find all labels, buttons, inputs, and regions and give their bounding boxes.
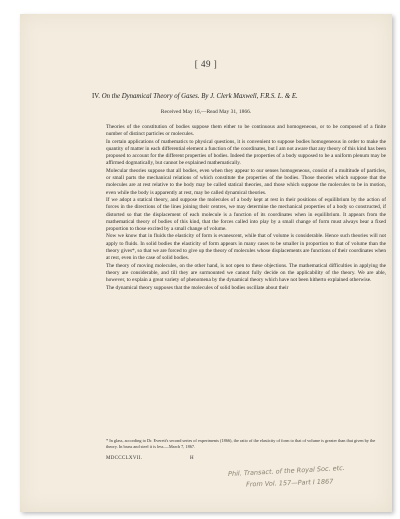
- body-text: [106, 124, 386, 292]
- title-text: On the Dynamical Theory of Gases.: [101, 93, 200, 100]
- paragraph: Theories of the constitution of bodies suppose them either to be continuous and homogeneous, or to be composed of a finite number of distinct particles or molecules.: [106, 124, 386, 138]
- paragraph: The theory of moving molecules, on the other hand, is not open to these objections. The mathematical difficulties in applying the theory are considerable, and till they are surmounted we cannot fully decide on the applicability of the theory. We are able, however, to explain a great variety of phenomena by the dynamical theory which have not been hitherto explained otherwise.: [106, 262, 386, 284]
- title-section-number: IV.: [92, 93, 100, 100]
- paper-page: [20, 14, 392, 512]
- paragraph: Molecular theories suppose that all bodies, even when they appear to our senses homogeneous, consist of a multitude of particles, or small parts the mechanical relations of which constitute the properties of the bodies. Those theories which suppose that the molecules are at rest relative to the body may be called statical theories, and those which suppose the molecules to be in motion, even while the body is apparently at rest, may be called dynamical theories.: [106, 167, 386, 196]
- handwritten-note-year: 1867: [316, 477, 334, 487]
- paragraph: Now we know that in fluids the elasticity of form is evanescent, while that of volume is considerable. Hence such theories will not apply to fluids. In solid bodies the elasticity of form appears in many cases to be smaller in proportion to that of volume than the theory gives*, so that we are forced to give up the theory of molecules whose displacements are functions of their coordinates when at rest, even in the case of solid bodies.: [106, 233, 386, 262]
- footnote: * In glass, according to Dr. Everett's second series of experiments (1866), the ratio of the elasticity of form to that of volume is greater than that given by the theory. In brass and steel it is less.—March 7, 1867.: [106, 438, 376, 449]
- paragraph: In certain applications of mathematics to physical questions, it is convenient to suppose bodies homogeneous in order to make the quantity of matter in each differential element a function of the coordinates, but I am not aware that any theory of this kind has been proposed to account for the different properties of bodies. Indeed the properties of a body supposed to be a uniform plenum may be affirmed dogmatically, but cannot be explained mathematically.: [106, 138, 386, 167]
- handwritten-note-volume: From Vol. 157—Part I: [245, 478, 315, 489]
- handwritten-note: [246, 477, 334, 488]
- paragraph: The dynamical theory supposes that the molecules of solid bodies oscillate about their: [106, 284, 289, 291]
- paragraph: If we adopt a statical theory, and suppose the molecules of a body kept at rest in their positions of equilibrium by the action of forces in the directions of the lines joining their centres, we may determine the mechanical properties of a body so constructed, if distorted so that the displacement of each molecule is a function of its coordinates when in equilibrium. It appears from the mathematical theory of bodies of this kind, that the forces called into play by a small change of form must always bear a fixed proportion to those excited by a small change of volume.: [106, 196, 386, 233]
- received-date: Received May 16,—Read May 31, 1866.: [160, 109, 252, 115]
- volume-numeral: MDCCCLXVII.: [106, 456, 143, 461]
- paper-title: [92, 93, 392, 100]
- handwritten-note: Phil. Transact. of the Royal Soc. etc.: [227, 463, 346, 479]
- title-author: By J. Clerk Maxwell, F.R.S. L. & E.: [201, 93, 298, 100]
- signature-mark: H: [190, 456, 194, 461]
- page-number: [ 49 ]: [194, 59, 218, 69]
